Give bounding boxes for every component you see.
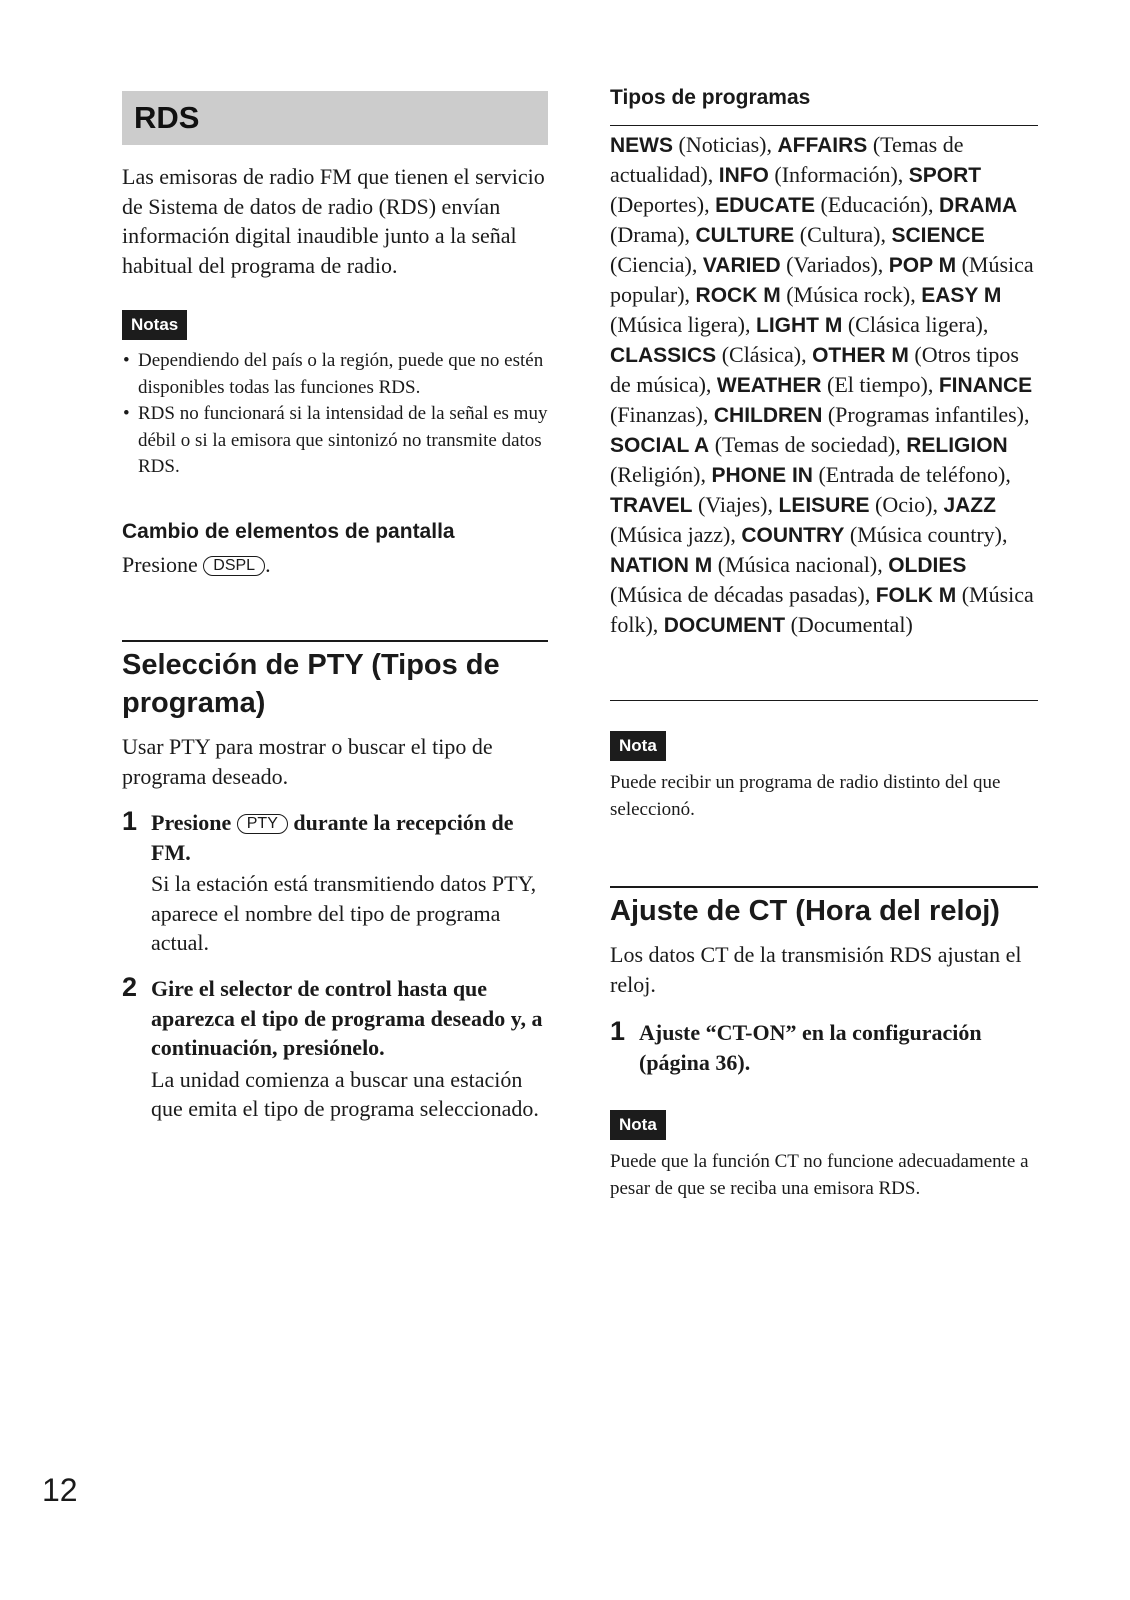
program-type-code: POP M [888, 254, 957, 277]
program-type-code: FINANCE [938, 374, 1033, 397]
program-note-badge: Nota [610, 731, 666, 761]
pty-rule [122, 640, 548, 642]
program-type-code: CHILDREN [713, 404, 823, 427]
program-type-code: WEATHER [716, 374, 822, 397]
step-description: La unidad comienza a buscar una estación que emita el tipo de programa seleccionado. [151, 1066, 539, 1121]
ct-intro: Los datos CT de la transmisión RDS ajustan el reloj. [610, 942, 1022, 997]
program-type-code: OLDIES [888, 554, 967, 577]
program-type-desc: (Información) [774, 162, 898, 187]
pty-intro: Usar PTY para mostrar o buscar el tipo de programa deseado. [122, 734, 493, 789]
display-change-instruction [122, 550, 271, 580]
program-type-code: DRAMA [939, 194, 1018, 217]
program-type-desc: (Ciencia) [610, 252, 692, 277]
step-text: Presione [151, 810, 232, 835]
ct-step-1 [610, 1018, 1038, 1077]
program-type-desc: (Variados) [786, 252, 878, 277]
list-item: • Dependiendo del país o la región, puede que no estén disponibles todas las funciones RDS. [122, 348, 548, 401]
program-type-desc: (Educación) [820, 192, 929, 217]
page-number: 12 [42, 1472, 78, 1508]
step-description: Si la estación está transmitiendo datos PTY, aparece el nombre del tipo de programa actual. [151, 871, 537, 955]
notes-badge: Notas [122, 310, 187, 340]
pty-key: PTY [237, 814, 288, 834]
rds-title-bar [122, 91, 548, 145]
program-type-code: JAZZ [943, 494, 996, 517]
ct-note-badge: Nota [610, 1110, 666, 1140]
program-type-code: AFFAIRS [777, 134, 868, 157]
program-type-code: RELIGION [906, 434, 1008, 457]
rds-intro: Las emisoras de radio FM que tienen el servicio de Sistema de datos de radio (RDS) envían información digital inaudible junto a la señal habitual del programa de radio. [122, 164, 545, 278]
program-type-code: DOCUMENT [663, 614, 786, 637]
program-type-code: ROCK M [695, 284, 781, 307]
program-type-code: SOCIAL A [610, 434, 710, 457]
program-type-desc: (Deportes) [610, 192, 705, 217]
program-type-desc: (Música popular) [610, 252, 1034, 307]
program-types-bottom-rule [610, 700, 1038, 701]
ct-rule [610, 886, 1038, 888]
dspl-key: DSPL [203, 556, 265, 576]
ct-heading: Ajuste de CT (Hora del reloj) [610, 895, 1000, 927]
program-types-heading: Tipos de programas [610, 86, 811, 109]
program-type-desc: (Música rock) [786, 282, 911, 307]
step-instruction: Gire el selector de control hasta que aparezca el tipo de programa deseado y, a continuación, presiónelo. [151, 976, 543, 1060]
ct-note: Puede que la función CT no funcione adecuadamente a pesar de que se reciba una emisora RDS. [610, 1151, 1029, 1199]
program-type-code: VARIED [702, 254, 781, 277]
program-types-list: NEWS (Noticias), AFFAIRS (Temas de actualidad), INFO (Información), SPORT (Deportes), EDUCATE (Educación), DRAMA (Drama), CULTURE (Cultura), SCIENCE (Ciencia), VARIED (Variados), POP M (Música popular), ROCK M (Música rock), EASY M (Música ligera), LIGHT M (Clásica ligera), CLASSICS (Clásica), OTHER M (Otros tipos de música), WEATHER (El tiempo), FINANCE (Finanzas), CHILDREN (Programas infantiles), SOCIAL A (Temas de sociedad), RELIGION (Religión), PHONE IN (Entrada de teléfono), TRAVEL (Viajes), LEISURE (Ocio), JAZZ (Música jazz), COUNTRY (Música country), NATION M (Música nacional), OLDIES (Música de décadas pasadas), FOLK M (Música folk), DOCUMENT (Documental) [610, 132, 1034, 637]
step-number: 2 [122, 972, 138, 1002]
display-change-heading: Cambio de elementos de pantalla [122, 520, 455, 543]
program-note: Puede recibir un programa de radio distinto del que seleccionó. [610, 772, 1001, 820]
program-type-desc: (Programas infantiles) [827, 402, 1024, 427]
program-type-code: PHONE IN [711, 464, 813, 487]
program-type-desc: (Temas de actualidad) [610, 132, 964, 187]
step-text: durante la recepción de FM. [151, 810, 514, 865]
rds-title: RDS [134, 100, 200, 135]
program-type-code: EDUCATE [715, 194, 816, 217]
pty-step-1 [122, 808, 548, 958]
program-type-code: SCIENCE [891, 224, 985, 247]
program-type-desc: (Religión) [610, 462, 701, 487]
program-types-top-rule [610, 125, 1038, 126]
step-number: 1 [122, 806, 138, 836]
program-type-desc: (Música folk) [610, 582, 1034, 637]
program-type-desc: (Entrada de teléfono) [818, 462, 1006, 487]
program-type-code: EASY M [921, 284, 1002, 307]
program-type-desc: (Música de décadas pasadas) [610, 582, 865, 607]
program-type-desc: (Noticias) [678, 132, 767, 157]
program-type-code: FOLK M [875, 584, 957, 607]
list-item: • RDS no funcionará si la intensidad de la señal es muy débil o si la emisora que sintonizó no transmite datos RDS. [122, 401, 548, 481]
press-text: Presione [122, 552, 198, 577]
program-type-desc: (Temas de sociedad) [714, 432, 896, 457]
program-type-code: LIGHT M [756, 314, 843, 337]
program-type-code: NATION M [610, 554, 713, 577]
notes-list [122, 348, 548, 481]
step-instruction [151, 808, 548, 867]
program-type-code: CULTURE [695, 224, 795, 247]
program-type-desc: (Música nacional) [717, 552, 878, 577]
program-type-desc: (Música country) [849, 522, 1003, 547]
program-type-code: CLASSICS [610, 344, 717, 367]
program-type-code: OTHER M [812, 344, 909, 367]
program-type-code: NEWS [610, 134, 673, 157]
program-type-code: COUNTRY [741, 524, 845, 547]
step-number: 1 [610, 1016, 626, 1046]
program-type-desc: (Clásica) [721, 342, 802, 367]
program-type-code: SPORT [908, 164, 982, 187]
program-type-desc: (Clásica ligera) [847, 312, 983, 337]
program-type-desc: (Documental) [790, 612, 913, 637]
program-type-desc: (Música ligera) [610, 312, 745, 337]
program-type-desc: (Música jazz) [610, 522, 731, 547]
program-type-desc: (Viajes) [697, 492, 768, 517]
program-type-desc: (Drama) [610, 222, 685, 247]
program-type-desc: (Cultura) [799, 222, 881, 247]
program-type-desc: (Otros tipos de música) [610, 342, 1019, 397]
program-type-code: LEISURE [778, 494, 870, 517]
program-type-desc: (Finanzas) [610, 402, 703, 427]
program-type-desc: (Ocio) [875, 492, 933, 517]
pty-heading: Selección de PTY (Tipos de programa) [122, 649, 500, 719]
program-type-desc: (El tiempo) [827, 372, 928, 397]
period: . [265, 552, 271, 577]
program-type-code: TRAVEL [610, 494, 693, 517]
pty-step-2 [122, 974, 548, 1124]
program-type-code: INFO [718, 164, 769, 187]
step-instruction: Ajuste “CT-ON” en la configuración (página 36). [639, 1020, 982, 1075]
